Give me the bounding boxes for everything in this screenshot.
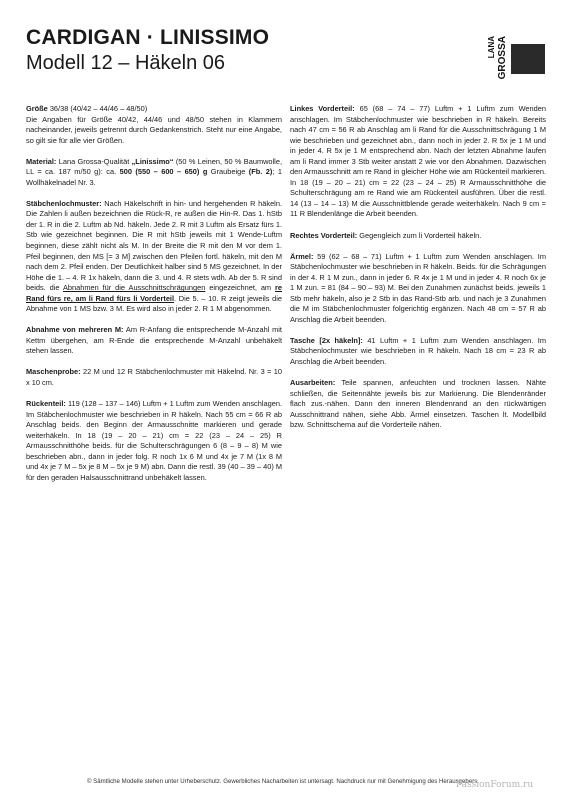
material-amount: 500 (550 – 600 – 650) g [119, 167, 208, 177]
material-color: (Fb. 2) [248, 167, 273, 177]
left-column [26, 104, 282, 494]
section-rechtes-vorderteil [290, 231, 546, 242]
section-groesse [26, 104, 282, 146]
material-text-3: Graubeige [207, 167, 249, 177]
copyright-footer: © Sämtliche Modelle stehen unter Urheberschutz. Gewerbliches Nacharbeiten ist untersagt. Nachdruck nur mit Genehmigung des Herausgebers. [87, 778, 479, 785]
muster-underline-1: Abnahmen für die Ausschnittschrägungen [62, 283, 206, 293]
logo-line1: LANA [487, 36, 496, 59]
section-material [26, 157, 282, 189]
groesse-sizes: 36/38 (40/42 – 44/46 – 48/50) [47, 104, 148, 113]
muster-underline-2: re Rand fürs re, am li Rand fürs li Vorderteil [26, 283, 282, 303]
groesse-text: Die Angaben für Größe 40/42, 44/46 und 48/50 stehen in Klammern nacheinander, jeweils getrennt durch Gedankenstrich. Steht nur eine Angabe, so gilt sie für alle vier Größen. [26, 114, 282, 145]
section-rueckenteil [26, 399, 282, 483]
watermark: PassionForum.ru [456, 780, 534, 790]
links-label: Linkes Vorderteil: [290, 104, 355, 113]
section-aermel [290, 252, 546, 326]
ausarbeiten-label: Ausarbeiten: [290, 378, 336, 388]
maschenprobe-text: 22 M und 12 R Stäbchenlochmuster mit Häkelnd. Nr. 3 = 10 x 10 cm. [26, 367, 282, 388]
groesse-label: Größe [26, 104, 48, 113]
logo-graphic [511, 44, 545, 74]
ausarbeiten-text: Teile spannen, anfeuchten und trocknen lassen. Nähte schließen, die Seitennähte jeweils bis zur Markierung. Die Blendenränder flach zus.-nähen. Dann den inneren Blendenrand an den rückwärtigen Ausschnittrand nähen, siehe Abb. Ärmel einsetzen. Taschen lt. Modellbild bzw. Schnittschema auf die Vorderteile nähen. [290, 378, 546, 430]
brand-logo [488, 36, 546, 78]
rechts-label: Rechtes Vorderteil: [290, 230, 358, 240]
material-text-2: (50 % Leinen, 50 % Baumwolle, LL = ca. 187 m/50 g): ca. [26, 156, 282, 177]
rechts-text: Gegengleich zum li Vorderteil häkeln. [357, 230, 482, 240]
right-column [290, 104, 546, 441]
section-maschenprobe [26, 367, 282, 388]
maschenprobe-label: Maschenprobe: [26, 367, 81, 377]
muster-text-2: eingezeichnet, am [205, 283, 275, 293]
aermel-text: 59 (62 – 68 – 71) Luftm + 1 Luftm zum Wenden anschlagen. Im Stäbchenlochmuster wie beschrieben in R häkeln. Beids. für die Schrägungen in der 4. R 1 M zun., dann in jeder 6. R 4x je 1 M und in jeder 4. R noch 6x je 1 M zun. = 81 (84 – 90 – 93) M. Bei den Zunahmen zunächst beids. jeweils 1 Stb mehr häkeln, also je 2 Stb in das Rand-Stb arb. und nach je 3 Zunahmen die M im Stäbchenlochmuster folgerichtig ergänzen. Nach 48 cm = 57 R ab Anschlag die Arbeit beenden. [290, 251, 546, 324]
section-ausarbeiten [290, 378, 546, 431]
rueckenteil-text: 119 (128 – 137 – 146) Luftm + 1 Luftm zum Wenden anschlagen. Im Stäbchenlochmuster wie beschrieben in R häkeln. Nach 55 cm = 66 R ab Anschlag beids. den Beginn der Armausschnitte markieren und gerade weiterhäkeln. In 18 (19 – 20 – 21) cm = 22 (23 – 24 – 25) R Armausschnitthöhe beids. für die Schulterschrägungen 6 (8 – 9 – 8) M wie beschrieben abn., dann in jeder folg. R noch 1x 6 M und 4x je 7 M (1x 8 M und 4x je 7 M – 5x je 8 M – 5x je 9 M) abn. Dann die restl. 39 (40 – 39 – 40) M für den geraden Halsausschnittrand unbehäkelt lassen. [26, 399, 282, 482]
section-abnahme [26, 325, 282, 357]
section-linkes-vorderteil [290, 104, 546, 220]
tasche-label: Tasche [2x häkeln]: [290, 335, 363, 345]
material-text-4: ; 1 Wollhäkelnadel Nr. 3. [26, 167, 282, 187]
abnahme-label: Abnahme von mehreren M: [26, 325, 124, 335]
section-muster [26, 199, 282, 315]
rueckenteil-label: Rückenteil: [26, 399, 66, 409]
section-tasche [290, 336, 546, 368]
aermel-label: Ärmel: [290, 251, 314, 261]
muster-text-3: . Die 5. – 10. R zeigt jeweils die Abnahme von 1 MS bzw. 3 M. Es wird also in jeder 2. R 1 M abgenommen. [26, 293, 282, 314]
material-label: Material: [26, 156, 57, 166]
tasche-text: 41 Luftm + 1 Luftm zum Wenden anschlagen. Im Stäbchenlochmuster wie beschrieben in R häkeln. Nach 18 cm = 23 R ab Anschlag die Arbeit beenden. [290, 335, 546, 366]
material-yarn: „Linissimo“ [131, 156, 174, 166]
page-title: CARDIGAN · LINISSIMO [26, 26, 270, 49]
links-text: 65 (68 – 74 – 77) Luftm + 1 Luftm zum Wenden anschlagen. Im Stäbchenlochmuster wie beschrieben in R häkeln. Bereits nach 47 cm = 56 R ab Anschlag am li Rand für die Ausschnittschrägung 1 M wie beschrieben und gezeichnet abn., dann noch in jeder 2. R 5x je 1 M und in jeder 4. R 5x je 1 M entsprechend abn. Nach der letzten Abnahme laufen am li Rand immer 3 Stb weiter anstatt 2 wie vor den Abnahmen. Dazwischen den Armausschnitt am re Rand in gleicher Höhe wie am Rückenteil markieren. In 18 (19 – 20 – 21) cm = 22 (23 – 24 – 25) R Armausschnitthöhe die Schulterschrägung am re Rand wie am Rückenteil ausführen. Über die restl. 14 (13 – 14 – 13) M die Ausschnittblende gerade weiterhäkeln. Nach 9 cm = 11 R Blendenlänge die Arbeit beenden. [290, 104, 546, 219]
logo-line2: GROSSA [497, 36, 508, 80]
muster-label: Stäbchenlochmuster: [26, 198, 102, 208]
muster-text-1: Nach Häkelschrift in hin- und hergehenden R häkeln. Die Zahlen li außen bezeichnen die Rück-R, re außen die Hin-R. Das 1. hStb der 1. R in die 2. Luftm ab Nd. häkeln. Jede 2. R mit 3 Luftm als Ersatz fürs 1. Stb wie gezeichnet beginnen. Die R mit hStb jeweils mit 1 Wende-Luftm beginnen, diese zählt nicht als M. In der Breite die R mit den M vor dem 1. Pfeil beginnen, den MS [= 3 M] zwischen den Pfeilen fortl. häkeln, mit den M nach dem 2. Pfeil enden. Der Deutlichkeit halber sind 5 MS gezeichnet. In der Höhe die 1. – 4. R 1x häkeln, dann die 3. und 4. R stets wdh. Ab der 5. R sind beids. die [26, 198, 282, 293]
material-text-1: Lana Grossa-Qualität [56, 156, 132, 166]
abnahme-text: Am R-Anfang die entsprechende M-Anzahl mit Kettm übergehen, am R-Ende die entsprechende M-Anzahl unbehäkelt stehen lassen. [26, 325, 282, 356]
page-subtitle: Modell 12 – Häkeln 06 [26, 52, 226, 74]
